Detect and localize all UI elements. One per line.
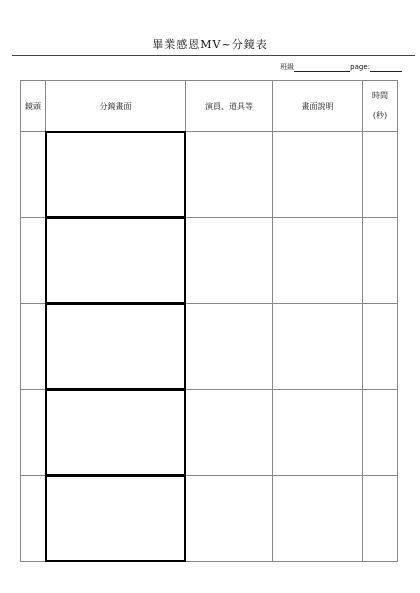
table-row [21,132,398,218]
class-label: 班級 [280,63,295,71]
table-row [21,218,398,304]
storyboard-table [20,80,398,562]
time-cell[interactable] [363,304,398,390]
class-page-line [280,62,402,72]
table-row [21,304,398,390]
cast-props-cell[interactable] [186,476,273,562]
title-divider [12,55,415,56]
storyboard-frame [45,303,186,390]
class-blank [294,63,350,72]
description-cell[interactable] [273,476,363,562]
description-cell[interactable] [273,132,363,218]
time-cell[interactable] [363,476,398,562]
shot-no-cell[interactable] [21,390,46,476]
storyboard-frame-cell[interactable] [46,132,186,218]
table-row [21,390,398,476]
shot-no-cell[interactable] [21,476,46,562]
table-header-row [21,81,398,132]
cast-props-cell[interactable] [186,304,273,390]
document-title: 畢業感恩MV~分鏡表 [152,38,268,51]
time-cell[interactable] [363,218,398,304]
cast-props-cell[interactable] [186,132,273,218]
header-time-label: 時間 [372,91,388,100]
storyboard-frame-cell[interactable] [46,476,186,562]
description-cell[interactable] [273,390,363,476]
time-cell[interactable] [363,390,398,476]
shot-no-cell[interactable] [21,304,46,390]
storyboard-frame [45,217,186,304]
description-cell[interactable] [273,304,363,390]
header-cast-props: 演員、道具等 [186,81,273,132]
header-shot-no: 鏡頭 [21,81,46,132]
header-storyboard: 分鏡畫面 [46,81,186,132]
time-cell[interactable] [363,132,398,218]
page-blank [370,63,402,72]
storyboard-frame-cell[interactable] [46,390,186,476]
description-cell[interactable] [273,218,363,304]
table-row [21,476,398,562]
storyboard-frame [45,389,186,476]
cast-props-cell[interactable] [186,218,273,304]
page-label: page: [350,63,370,71]
shot-no-cell[interactable] [21,218,46,304]
storyboard-frame [45,475,186,562]
header-time [363,81,398,132]
cast-props-cell[interactable] [186,390,273,476]
header-description: 畫面說明 [273,81,363,132]
storyboard-frame-cell[interactable] [46,218,186,304]
storyboard-frame-cell[interactable] [46,304,186,390]
shot-no-cell[interactable] [21,132,46,218]
storyboard-frame [45,131,186,218]
header-time-unit: (秒) [372,111,388,120]
